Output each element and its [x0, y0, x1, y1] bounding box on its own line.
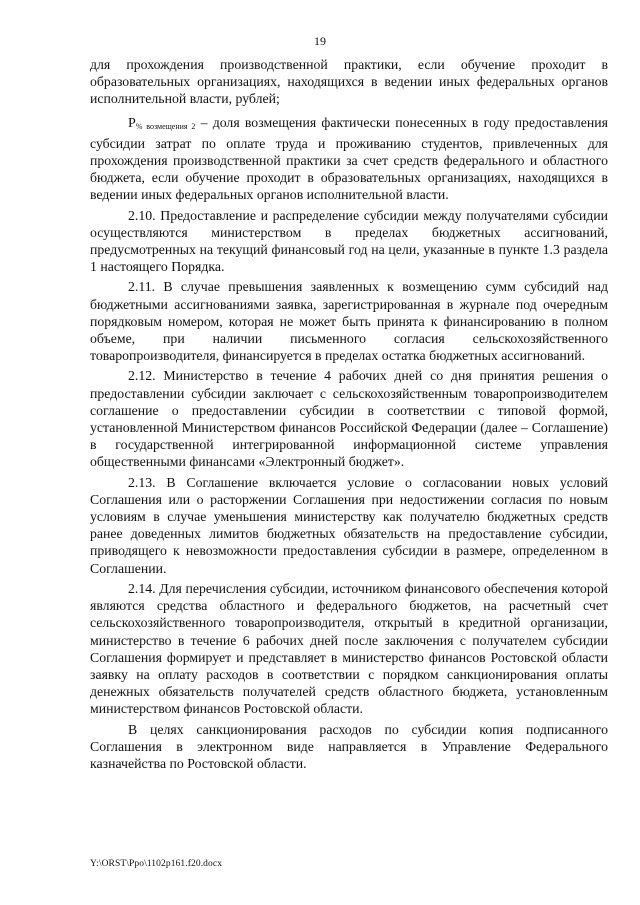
- page-number: 19: [314, 34, 326, 48]
- paragraph-2-12: 2.12. Министерство в течение 4 рабочих дней со дня принятия решения о предоставлении субсидии заключает с сельскохозяйственным товаропроизводителем соглашение о предоставлении субсидии в соответствии с типовой формой, установленной Министерством финансов Российской Федерации (далее – Соглашение) в государственной интегрированной информационной системе управления общественными финансами «Электронный бюджет».: [90, 368, 608, 470]
- paragraph-continuation: для прохождения производственной практики, если обучение проходит в образовательных организациях, находящихся в ведении иных федеральных органов исполнительной власти, рублей;: [90, 57, 608, 107]
- formula-symbol: P: [128, 115, 136, 131]
- paragraph-2-13: 2.13. В Соглашение включается условие о согласовании новых условий Соглашения или о расторжении Соглашения при недостижении согласия по новым условиям в случае уменьшения министерству как получателю бюджетных средств ранее доведенных лимитов бюджетных обязательств на предоставление субсидии, приводящего к невозможности предоставления субсидии в размере, определенном в Соглашении.: [90, 474, 608, 576]
- formula-subscript: % возмещения 2: [135, 121, 196, 131]
- paragraph-2-10: 2.10. Предоставление и распределение субсидии между получателями субсидии осуществляются министерством в пределах бюджетных ассигнований, предусмотренных на текущий финансовый год на цели, указанные в пункте 1.3 раздела 1 настоящего Порядка.: [90, 207, 608, 275]
- paragraph-sanction: В целях санкционирования расходов по субсидии копия подписанного Соглашения в электронном виде направляется в Управление Федерального казначейства по Ростовской области.: [90, 721, 608, 771]
- file-path-footer: Y:\ORST\Ppo\1102p161.f20.docx: [90, 859, 223, 869]
- paragraph-2-14: 2.14. Для перечисления субсидии, источником финансового обеспечения которой являются средства областного и федерального бюджетов, на расчетный счет сельскохозяйственного товаропроизводителя, открытый в кредитной организации, министерство в течение 6 рабочих дней после заключения с получателем субсидии Соглашения формирует и представляет в министерство финансов Ростовской области заявку на оплату расходов в соответствии с порядком санкционирования оплаты денежных обязательств получателей средств областного бюджета, установленным министерством финансов Ростовской области.: [90, 580, 608, 717]
- paragraph-formula-definition: [90, 114, 608, 204]
- formula-definition-text: – доля возмещения фактически понесенных в году предоставления субсидии затрат по оплате труда и проживанию студентов, привлеченных для прохождения производственной практики за счет средств федерального и областного бюджета, если обучение проходит в образовательных организациях, находящихся в ведении иных федеральных органов исполнительной власти.: [90, 114, 609, 203]
- document-body: [90, 56, 608, 775]
- paragraph-2-11: 2.11. В случае превышения заявленных к возмещению сумм субсидий над бюджетными ассигнованиями заявка, зарегистрированная в журнале под очередным порядковым номером, которая не может быть принята к финансированию в полном объеме, при наличии письменного согласия сельскохозяйственного товаропроизводителя, финансируется в пределах остатка бюджетных ассигнований.: [90, 279, 608, 364]
